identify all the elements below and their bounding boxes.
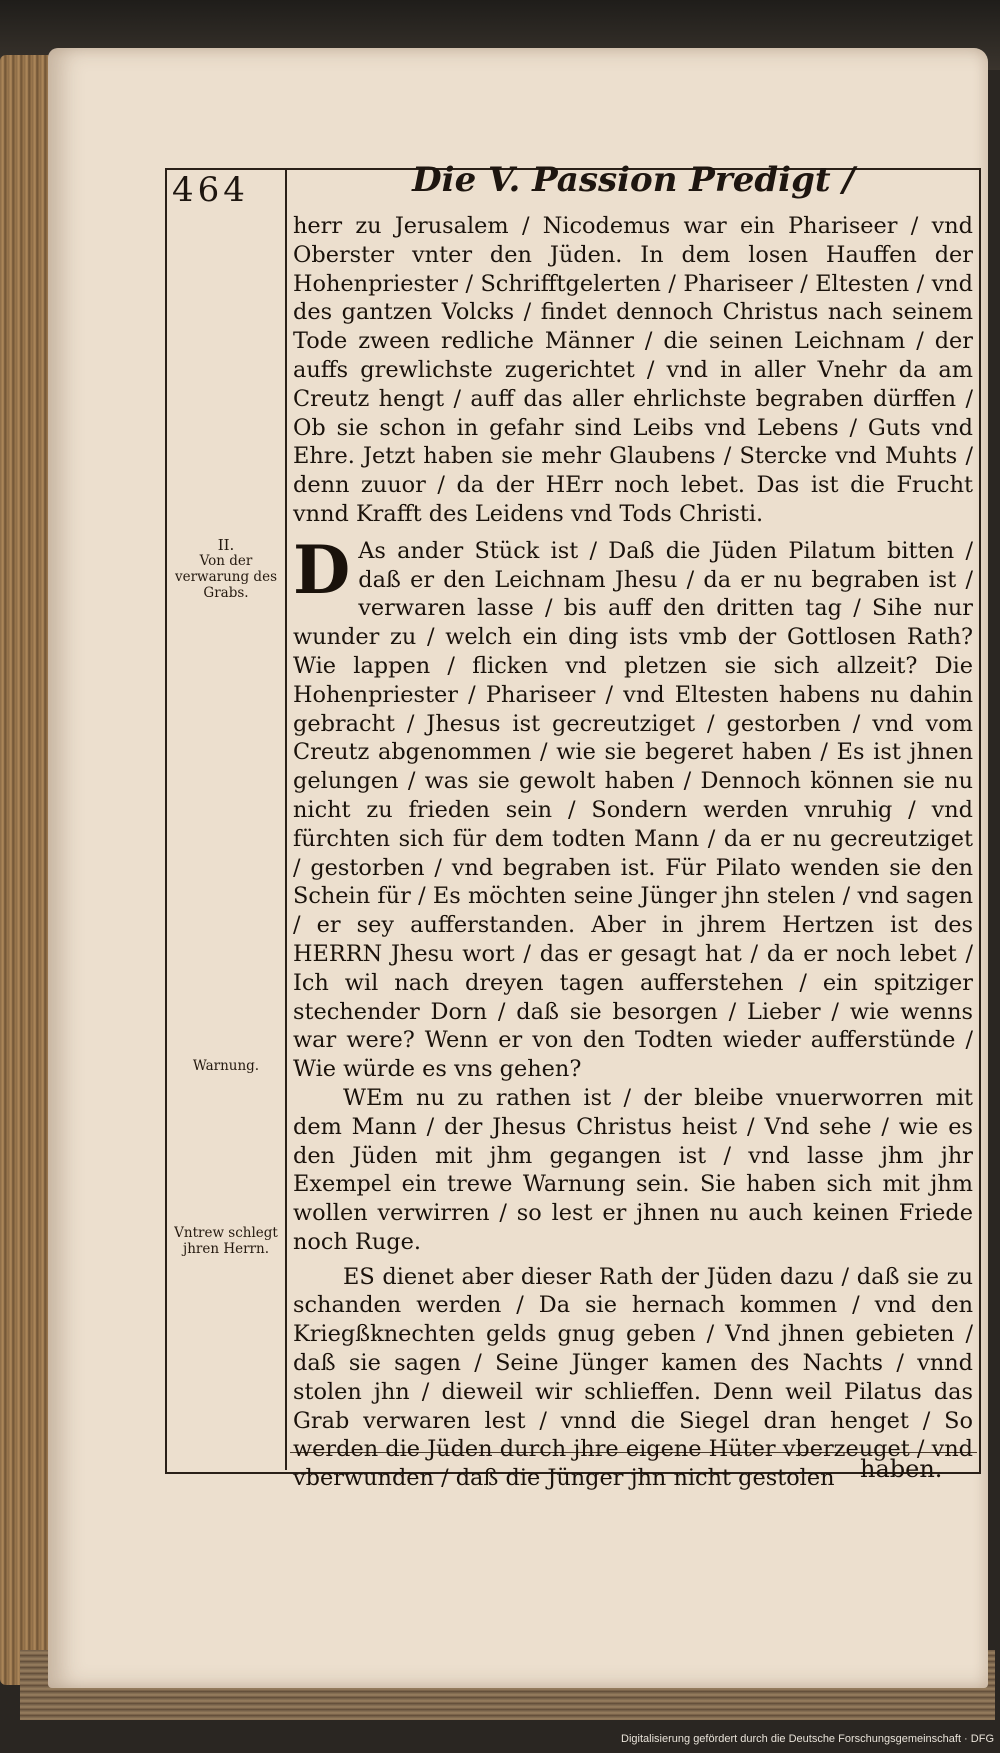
- marginal-note-unfaithfulness: [172, 1225, 280, 1257]
- paragraph-1: herr zu Jerusalem / Nicodemus war ein Phariseer / vnd Oberster vnter den Jüden. In dem losen Hauffen der Hohenpriester / Schrifftgelerten / Phariseer / Eltesten / vnd des gantzen Volcks / findet dennoch Christus nach seinem Tode zween redliche Männer / die seinen Leichnam / der auffs grewlichste zugerichtet / vnd in aller Vnehr da am Creutz hengt / auff das aller ehrlichste begraben dürffen / Ob sie schon in gefahr sind Leibs vnd Lebens / Guts vnd Ehre. Jetzt haben sie mehr Glaubens / Stercke vnd Muhts / denn zuuor / da der HErr noch lebet. Das ist die Frucht vnnd Krafft des Leidens vnd Tods Christi.: [293, 213, 973, 527]
- page-number: 464: [172, 170, 249, 210]
- running-title: Die V. Passion Predigt /: [412, 160, 855, 200]
- initial-capital: D: [293, 530, 351, 609]
- digitization-credit: Digitalisierung gefördert durch die Deutsche Forschungsgemeinschaft · DFG: [621, 1733, 994, 1745]
- catchword: haben.: [860, 1455, 943, 1483]
- paragraph-2-text: As ander Stück ist / Daß die Jüden Pilatum bitten / daß er den Leichnam Jhesu / da er nu begraben ist / verwaren lasse / bis auff den dritten tag / Sihe nur wunder zu / welch ein ding ists vmb der Gottlosen Rath? Wie lappen / flicken vnd pletzen sie sich allzeit? Die Hohenpriester / Phariseer / vnd Eltesten habens nu dahin gebracht / Jhesus ist gecreutziget / gestorben / vnd vom Creutz abgenommen / wie sie begeret haben / Es ist jhnen gelungen / was sie gewolt haben / Dennoch können sie nu nicht zu frieden sein / Sondern werden vnruhig / vnd fürchten sich für dem todten Mann / da er nu gecreutziget / gestorben / vnd begraben ist. Für Pilato wenden sie den Schein für / Es möchten seine Jünger jhn stelen / vnd sagen / er sey aufferstanden. Aber in jhrem Hertzen ist des HERRN Jhesu wort / das er gesagt hat / da er noch lebet / Ich wil nach dreyen tagen aufferstehen / ein spitziger stechender Dorn / daß sie besorgen / Lieber / wie wenns war were? Wenn er von den Todten wieder aufferstünde / Wie würde es vns gehen?: [293, 537, 973, 1083]
- marginal-note-warning: [172, 1058, 280, 1074]
- paragraph-3: WEm nu zu rathen ist / der bleibe vnuerworren mit dem Mann / der Jhesus Christus heist / Vnd sehe / wie es den Jüden mit jhm gegangen ist / vnd lasse jhm jhr Exempel ein trewe Warnung sein. Sie haben sich mit jhm wollen verwirren / so lest er jhnen nu auch keinen Friede noch Ruge.: [293, 1084, 973, 1255]
- marginal-text: Warnung.: [192, 1058, 260, 1074]
- marginal-text: Von der verwarung des Grabs.: [174, 553, 277, 601]
- paragraph-2: [293, 530, 973, 1084]
- margin-rule: [285, 168, 287, 1470]
- marginal-note-guarding-grave: [172, 537, 280, 601]
- paragraph-4: ES dienet aber dieser Rath der Jüden dazu / daß sie zu schanden werden / Da sie hernach kommen / vnd den Kriegßknechten gelds gnug geben / Vnd jhnen gebieten / daß sie sagen / Seine Jünger kamen des Nachts / vnnd stolen jhn / dieweil wir schlieffen. Denn weil Pilatus das Grab verwaren lest / vnnd die Siegel dran henget / So werden die Jüden durch jhre eigene Hüter vberzeuget / vnd vberwunden / daß die Jünger jhn nicht gestolen: [293, 1263, 973, 1492]
- body-text: [293, 212, 973, 1493]
- marginal-number: II.: [217, 536, 235, 554]
- marginal-text: Vntrew schlegt jhren Herrn.: [174, 1225, 278, 1257]
